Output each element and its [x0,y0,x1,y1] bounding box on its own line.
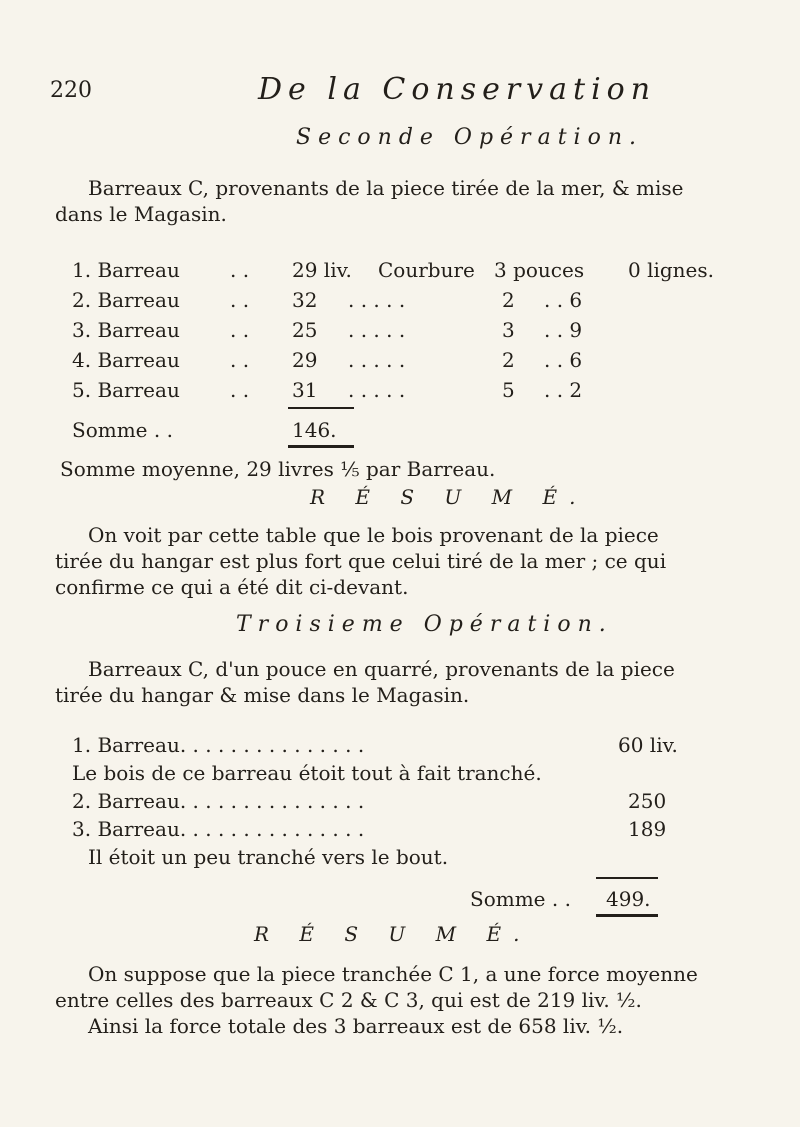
sum-rule [596,914,658,917]
section-heading: Seconde Opération. [296,125,643,150]
row-label: 1. Barreau [72,258,180,282]
row-lines: 0 lignes. [628,258,715,282]
row-label: 2. Barreau [72,288,180,312]
resume-line: Ainsi la force totale des 3 barreaux est de 658 liv. ½. [88,1014,624,1038]
row-weight: 25 [292,318,318,342]
row-lines: . . 6 [544,348,583,372]
section-heading: Troisieme Opération. [236,612,613,637]
row-label: 2. Barreau. . . . . . . . . . . . . . . [72,789,365,813]
row-dots: . . [230,318,250,342]
row-label: 1. Barreau. . . . . . . . . . . . . . . [72,733,365,757]
row-lines: . . 2 [544,378,583,402]
resume-line: entre celles des barreaux C 2 & C 3, qui est de 219 liv. ½. [55,988,642,1012]
row-label: 3. Barreau. . . . . . . . . . . . . . . [72,817,365,841]
row-dots: . . [230,348,250,372]
sum-rule [596,877,658,879]
row-weight: 31 [292,378,318,402]
sum-rule [288,407,354,409]
row-value: 189 [628,817,667,841]
sum-value: 499. [606,887,651,911]
row-dots: . . [230,378,250,402]
running-title: De la Conservation [258,72,657,107]
section-intro-line: Barreaux C, provenants de la piece tirée de la mer, & mise [88,176,684,200]
row-inches: 3 pouces [494,258,585,282]
resume-line: confirme ce qui a été dit ci-devant. [55,575,409,599]
resume-heading: R É S U M É. [254,922,532,946]
row-label: 5. Barreau [72,378,180,402]
row-lines: . . 6 [544,288,583,312]
row-weight: 29 liv. [292,258,352,282]
row-lines: . . 9 [544,318,583,342]
average-line: Somme moyenne, 29 livres ⅕ par Barreau. [60,457,496,481]
row-inches: 2 [502,348,515,372]
row-measure-label: Courbure [378,258,475,282]
section-intro-line: tirée du hangar & mise dans le Magasin. [55,683,470,707]
table-row [72,258,180,282]
row-weight: 32 [292,288,318,312]
sum-label: Somme . . [72,418,173,442]
row-measure-label: . . . . . [348,318,406,342]
resume-line: tirée du hangar est plus fort que celui tiré de la mer ; ce qui [55,549,667,573]
row-label: 4. Barreau [72,348,180,372]
row-note: Le bois de ce barreau étoit tout à fait tranché. [72,761,542,785]
sum-rule [288,445,354,448]
resume-line: On suppose que la piece tranchée C 1, a une force moyenne [88,962,698,986]
sum-label: Somme . . [470,887,571,911]
row-inches: 3 [502,318,515,342]
row-weight: 29 [292,348,318,372]
row-value: 250 [628,789,667,813]
section-intro-line: Barreaux C, d'un pouce en quarré, provenants de la piece [88,657,675,681]
row-dots: . . [230,288,250,312]
row-inches: 2 [502,288,515,312]
sum-value: 146. [292,418,337,442]
resume-line: On voit par cette table que le bois provenant de la piece [88,523,659,547]
row-measure-label: . . . . . [348,378,406,402]
page-number: 220 [50,78,92,103]
row-measure-label: . . . . . [348,288,406,312]
row-label: 3. Barreau [72,318,180,342]
row-dots: . . [230,258,250,282]
row-value: 60 liv. [618,733,678,757]
row-inches: 5 [502,378,515,402]
row-measure-label: . . . . . [348,348,406,372]
row-note: Il étoit un peu tranché vers le bout. [88,845,449,869]
resume-heading: R É S U M É. [310,485,588,509]
section-intro-line: dans le Magasin. [55,202,227,226]
